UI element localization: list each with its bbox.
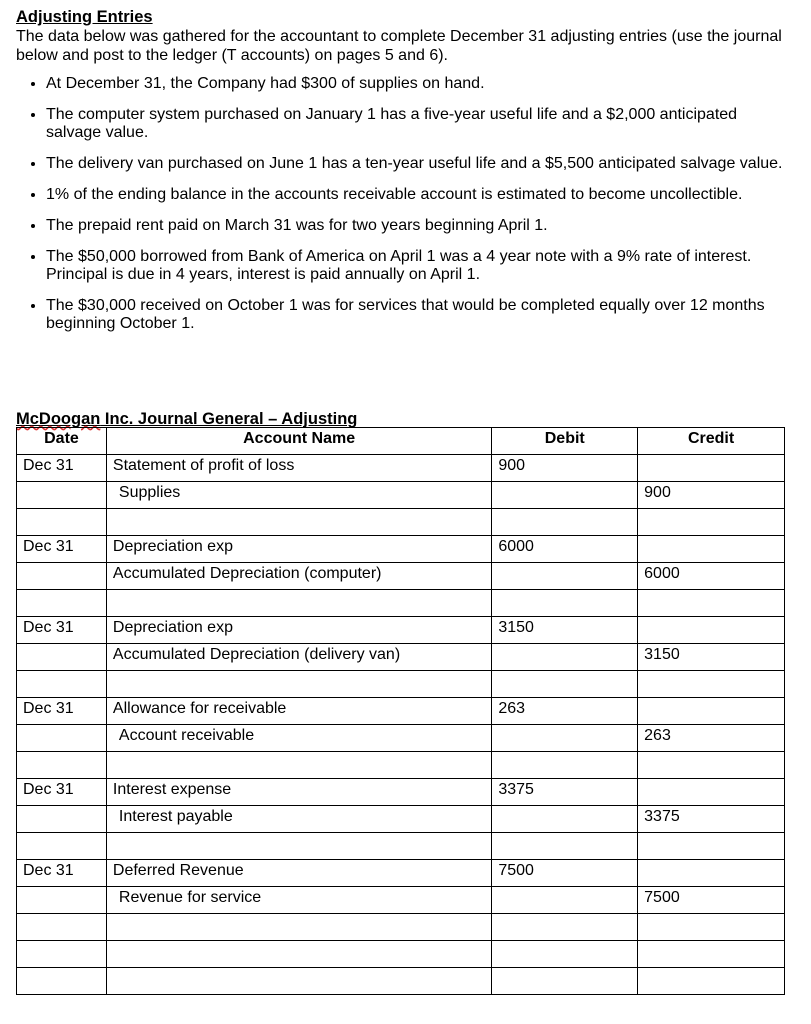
cell-credit: 263	[638, 725, 785, 752]
cell-date	[17, 482, 107, 509]
cell-account: Statement of profit of loss	[106, 455, 491, 482]
cell-account	[106, 671, 491, 698]
cell-debit	[492, 563, 638, 590]
heading: Adjusting Entries	[16, 8, 153, 26]
cell-account	[106, 833, 491, 860]
header-account: Account Name	[106, 428, 491, 455]
cell-debit: 263	[492, 698, 638, 725]
cell-date: Dec 31	[17, 860, 107, 887]
cell-debit	[492, 725, 638, 752]
table-row	[17, 725, 785, 752]
cell-debit	[492, 671, 638, 698]
cell-account: Interest payable	[106, 806, 491, 833]
table-row	[17, 860, 785, 887]
journal-table	[16, 427, 785, 995]
cell-account: Supplies	[106, 482, 491, 509]
table-row	[17, 779, 785, 806]
cell-credit: 3375	[638, 806, 785, 833]
cell-account: Depreciation exp	[106, 617, 491, 644]
table-row	[17, 644, 785, 671]
cell-debit: 900	[492, 455, 638, 482]
cell-debit	[492, 914, 638, 941]
table-row	[17, 806, 785, 833]
table-row	[17, 914, 785, 941]
cell-credit	[638, 779, 785, 806]
cell-account: Accumulated Depreciation (computer)	[106, 563, 491, 590]
cell-credit	[638, 860, 785, 887]
bullet-item: • At December 31, the Company had $300 of supplies on hand.	[46, 75, 795, 93]
cell-debit	[492, 752, 638, 779]
table-row	[17, 752, 785, 779]
cell-date	[17, 671, 107, 698]
cell-credit	[638, 671, 785, 698]
cell-debit	[492, 941, 638, 968]
cell-credit: 900	[638, 482, 785, 509]
header-debit: Debit	[492, 428, 638, 455]
cell-debit	[492, 590, 638, 617]
cell-credit	[638, 941, 785, 968]
cell-date	[17, 887, 107, 914]
cell-credit: 6000	[638, 563, 785, 590]
cell-date: Dec 31	[17, 779, 107, 806]
document	[0, 0, 811, 333]
cell-account	[106, 509, 491, 536]
table-row	[17, 671, 785, 698]
cell-date: Dec 31	[17, 617, 107, 644]
cell-date	[17, 725, 107, 752]
cell-date	[17, 968, 107, 995]
cell-debit	[492, 482, 638, 509]
table-row	[17, 590, 785, 617]
table-header	[17, 428, 785, 455]
cell-debit: 3150	[492, 617, 638, 644]
table-row	[17, 698, 785, 725]
cell-credit	[638, 752, 785, 779]
cell-credit: 3150	[638, 644, 785, 671]
table-row	[17, 833, 785, 860]
cell-account	[106, 941, 491, 968]
cell-debit: 3375	[492, 779, 638, 806]
cell-date	[17, 590, 107, 617]
table-row	[17, 968, 785, 995]
journal-title	[16, 410, 357, 428]
cell-debit	[492, 509, 638, 536]
intro-text: The data below was gathered for the accountant to complete December 31 adjusting entries (use the journal below and post to the ledger (T accounts) on pages 5 and 6).	[16, 28, 782, 64]
header-credit: Credit	[638, 428, 785, 455]
journal-title-name: McDoogan	[16, 410, 101, 428]
table-row	[17, 563, 785, 590]
cell-account: Deferred Revenue	[106, 860, 491, 887]
cell-account	[106, 590, 491, 617]
cell-date: Dec 31	[17, 455, 107, 482]
bullet-item: • The computer system purchased on January 1 has a five-year useful life and a $2,000 anticipated salvage value.	[46, 106, 795, 142]
cell-account: Depreciation exp	[106, 536, 491, 563]
cell-credit	[638, 536, 785, 563]
bullet-item: • The $50,000 borrowed from Bank of America on April 1 was a 4 year note with a 9% rate of interest. Principal is due in 4 years, interest is paid annually on April 1.	[46, 248, 795, 284]
cell-debit	[492, 968, 638, 995]
cell-date	[17, 833, 107, 860]
journal-title-rest: Inc. Journal General – Adjusting	[100, 410, 358, 428]
bullet-item: • The prepaid rent paid on March 31 was for two years beginning April 1.	[46, 217, 795, 235]
bullet-item: • The $30,000 received on October 1 was for services that would be completed equally over 12 months beginning October 1.	[46, 297, 795, 333]
bullet-item: • 1% of the ending balance in the accounts receivable account is estimated to become uncollectible.	[46, 186, 795, 204]
cell-date	[17, 806, 107, 833]
header-date: Date	[17, 428, 107, 455]
cell-debit	[492, 644, 638, 671]
cell-date	[17, 509, 107, 536]
table-row	[17, 617, 785, 644]
bullet-item: • The delivery van purchased on June 1 has a ten-year useful life and a $5,500 anticipated salvage value.	[46, 155, 795, 173]
cell-date	[17, 563, 107, 590]
cell-credit	[638, 509, 785, 536]
cell-account: Interest expense	[106, 779, 491, 806]
cell-date: Dec 31	[17, 698, 107, 725]
cell-credit	[638, 590, 785, 617]
table-row	[17, 887, 785, 914]
cell-date: Dec 31	[17, 536, 107, 563]
cell-credit	[638, 455, 785, 482]
table-row	[17, 536, 785, 563]
cell-credit	[638, 833, 785, 860]
table-row	[17, 455, 785, 482]
bullet-list	[16, 75, 795, 333]
cell-credit	[638, 617, 785, 644]
cell-credit	[638, 968, 785, 995]
cell-date	[17, 914, 107, 941]
cell-account	[106, 968, 491, 995]
cell-account: Accumulated Depreciation (delivery van)	[106, 644, 491, 671]
table-row	[17, 509, 785, 536]
table-row	[17, 941, 785, 968]
cell-credit: 7500	[638, 887, 785, 914]
cell-account	[106, 914, 491, 941]
cell-date	[17, 752, 107, 779]
cell-account	[106, 752, 491, 779]
cell-debit	[492, 887, 638, 914]
cell-account: Allowance for receivable	[106, 698, 491, 725]
cell-debit	[492, 833, 638, 860]
table-row	[17, 482, 785, 509]
cell-date	[17, 644, 107, 671]
cell-date	[17, 941, 107, 968]
cell-debit: 6000	[492, 536, 638, 563]
cell-account: Account receivable	[106, 725, 491, 752]
cell-debit: 7500	[492, 860, 638, 887]
cell-debit	[492, 806, 638, 833]
cell-credit	[638, 914, 785, 941]
cell-credit	[638, 698, 785, 725]
cell-account: Revenue for service	[106, 887, 491, 914]
